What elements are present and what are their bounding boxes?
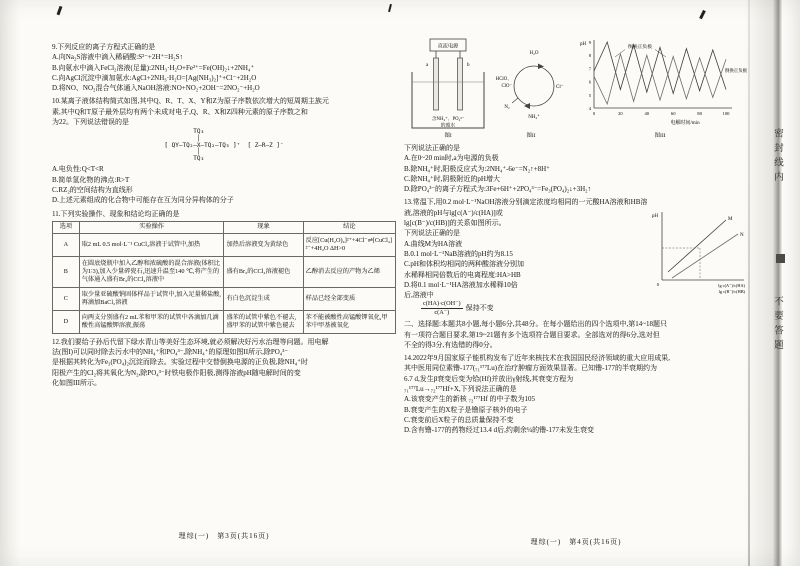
text-line: B.衰变产生的X粒子是镥原子核外的电子: [404, 405, 528, 414]
table-cell: 取2 mL 0.5 mol·L⁻¹ CuCl₂溶液于试管中,加热: [79, 234, 224, 257]
x-tick: 40: [644, 111, 650, 116]
table-row: [53, 288, 396, 311]
registration-mark: [57, 6, 62, 15]
registration-mark: [699, 10, 705, 19]
x-tick: 100: [722, 111, 730, 116]
question-13-body: [404, 208, 748, 301]
margin-mark: [776, 254, 785, 263]
table-cell: 盛苯的试管中紫色不褪去,盛甲苯的试管中紫色褪去: [224, 311, 303, 334]
text-line: 二、选择题:本题共8小题,每小题6分,共48分。在每小题给出的四个选项中,第14~18题只: [404, 320, 667, 329]
text-line: D.将NO、NO₂混合气体通入NaOH溶液:NO+NO₂+2OH⁻=2NO₂⁻+H₂O: [52, 84, 260, 93]
text-line: C.pH和体积均相同的两种酸溶液分别加: [404, 260, 524, 269]
text-line: C.向AgCl沉淀中滴加氨水:AgCl+2NH₃·H₂O=[Ag(NH₃)₂]⁺+Cl⁻+2H₂O: [52, 73, 257, 82]
text-line: A.向Na₂S溶液中滴入稀硝酸:S²⁻+2H⁺=H₂S↑: [52, 53, 183, 62]
cathode-ph-curve: [594, 54, 726, 104]
text-line: 为22。下列说法错误的是: [52, 118, 129, 127]
question-12-options: [404, 143, 748, 194]
figure-3-ph-chart: [570, 36, 748, 140]
text-line: D.上述元素组成的化合物中可能存在互为同分异构体的分子: [52, 196, 234, 205]
question-9: [52, 42, 396, 93]
text-line: 法(图I)可以同时除去污水中的NH₄⁺和PO₄³⁻,除NH₄⁺的原理如图II所示,除PO₄³⁻: [52, 348, 289, 357]
text-line: 化如图III所示。: [52, 379, 101, 388]
text-line: D.含有镥-177的药物经过13.4 d后,约剩余¼的镥-177未发生衰变: [404, 426, 594, 435]
table-cell: 加热后溶液变为黄绿色: [224, 234, 303, 257]
y-tick: 7: [588, 66, 591, 72]
question-13-options: [404, 208, 642, 301]
question-10-stem: [52, 96, 396, 127]
y-tick: 4: [588, 106, 591, 111]
text-line: ₇₁¹⁷⁷Lu→₇₂¹⁷⁷Hf+X,下列说法正确的是: [404, 385, 517, 394]
page-4-footer: 理综(一) 第4页(共16页): [530, 538, 622, 546]
text-line: C.RZ₂的空间结构为直线形: [52, 185, 133, 194]
text-line: B.0.1 mol·L⁻¹NaB溶液的pH约为8.15: [404, 249, 513, 258]
table-row: [53, 311, 396, 334]
figure-row: [404, 36, 748, 140]
electrode-a: [434, 58, 439, 110]
x-tick: 0: [592, 111, 596, 116]
table-header: 实验操作: [79, 221, 224, 233]
section-2-header: [404, 319, 748, 350]
fraction-denominator: c(A⁻): [434, 308, 450, 316]
figure-2-chlorine-cycle: [494, 36, 568, 140]
line-M-label: M: [728, 216, 733, 222]
power-supply-label: 直流电源: [437, 43, 459, 50]
x-tick: 60: [670, 111, 676, 116]
note-leader: [655, 50, 666, 58]
text-line: A.在0~20 min时,a为电源的负极: [404, 154, 499, 163]
cycle-circle: [514, 66, 554, 106]
text-line: 后,溶液中: [404, 291, 434, 300]
origin-label: 0: [656, 281, 659, 287]
table-cell: 乙醇消去反应的产物为乙烯: [303, 257, 395, 288]
question-13-graph: [648, 208, 748, 294]
y-tick: 5: [588, 92, 591, 98]
cl-label: Cl⁻: [556, 85, 564, 90]
question-10-options: [52, 164, 396, 205]
table-header: 选项: [53, 221, 80, 233]
table-row: [53, 257, 396, 288]
text-line: 水稀释相同倍数后的电离程度:HA>HB: [404, 270, 521, 279]
clo-label: ClO⁻: [501, 84, 512, 89]
table-cell: B: [53, 257, 80, 288]
text-line: │: [164, 134, 201, 142]
y-axis-label: pH: [580, 42, 587, 47]
question-11: [52, 209, 396, 334]
line-M: [668, 220, 726, 272]
electrode-b-label: b: [467, 63, 470, 68]
fold-line: [748, 0, 750, 566]
y-tick: 8: [588, 53, 591, 59]
table-cell: 苯不能被酸性高锰酸钾氧化,甲苯中甲基被氧化: [303, 311, 395, 334]
text-line: 阳极产生的Cl₂将其氧化为N₂,除PO₄³⁻时铁电极作阳极,测得溶液pH随电解时间的变: [52, 368, 301, 377]
text-line: lg[c(B⁻)/c(HB)]的关系如图所示。: [404, 219, 506, 228]
table-cell: 盛有Br₂的CCl₄溶液褪色: [224, 257, 303, 288]
text-line: 9.下列反应的离子方程式正确的是: [52, 43, 156, 51]
x-axis-label-1: lg c(A⁻)/c(HA): [718, 282, 745, 288]
margin-seal-text-2: 不要答题: [772, 296, 782, 354]
text-line: D.将0.1 mol·L⁻¹HA溶液加水稀释10倍: [404, 280, 518, 289]
text-line: 6.7 d,发生β衰变后变为铪(Hf)并放出γ射线,其衰变方程为: [404, 374, 574, 383]
text-line: 有一项符合题目要求,第19~21题有多个选项符合题目要求。全部选对的得6分,选对但: [404, 330, 660, 339]
figure-1-electrolysis-cell: [404, 36, 492, 140]
x-tick: 80: [697, 111, 702, 116]
question-12: [52, 337, 396, 388]
line-N-label: N: [740, 232, 744, 238]
text-line: │: [164, 148, 201, 156]
polarity-note: 倒换正负极: [628, 45, 652, 50]
figure-2-caption: 图II: [526, 133, 536, 139]
text-line: D.除PO₄³⁻的离子方程式为:3Fe+6H⁺+2PO₄³⁻=Fe₃(PO₄)₂↓+3H₂↑: [404, 185, 592, 194]
text-line: B.向氨水中滴入FeCl₂溶液(足量):2NH₃·H₂O+Fe²⁺=Fe(OH)₂↓+2NH₄⁺: [52, 63, 255, 72]
text-line: A.电负性:Q<T<R: [52, 165, 104, 174]
fraction: [421, 300, 463, 316]
table-header: 结论: [303, 221, 395, 233]
registration-mark: [388, 4, 392, 12]
text-line: C.衰变前后X粒子的总质量保持不变: [404, 415, 514, 424]
text-line: 13.常温下,用0.2 mol·L⁻¹NaOH溶液分别滴定浓度均相同的一元酸HA溶液和HB溶: [404, 198, 648, 207]
text-line: B.除NH₄⁺时,阳极反应式为:2NH₄⁺-6e⁻=N₂↑+8H⁺: [404, 164, 550, 173]
text-line: 12.我们要给子孙后代留下绿水青山等美好生态环境,就必须解决好污水治理等问题。用电解: [52, 337, 329, 346]
experiment-table-wrap: [52, 221, 396, 334]
text-line: 10.某离子液体结构简式如图,其中Q、R、T、X、Y和Z为原子序数依次增大的短周期主族元: [52, 97, 329, 106]
text-line: TQ₃: [164, 128, 205, 136]
text-line: 素,其中Q和T原子最外层均有两个未成对电子,Q、R、X和Z四种元素的原子序数之和: [52, 107, 308, 116]
table-cell: C: [53, 288, 80, 311]
ammonium-label: NH₄⁺: [528, 115, 540, 120]
text-line: 不全的得3分,有选错的得0分。: [404, 340, 497, 349]
margin-seal-text-1: 密封线内: [772, 128, 782, 186]
text-line: 14.2022年9月国家原子能机构发布了近年来核技术在我国国民经济领域的重大应用成果,: [404, 354, 670, 363]
x-axis-label-2: lg c(B⁻)/c(HB): [718, 288, 745, 294]
table-header: 现象: [224, 221, 303, 233]
table-cell: 反应[Cu(H₂O)₄]²⁺+4Cl⁻⇌[CuCl₄]²⁻+4H₂O ΔH>0: [303, 234, 395, 257]
electrode-a-label: a: [426, 63, 429, 68]
table-cell: 取少量亚硫酸钠固体样品于试管中,加入足量稀盐酸,再滴加BaCl₂溶液: [79, 288, 224, 311]
table-cell: 向两支分别盛有2 mL苯和甲苯的试管中各滴加几滴酸性高锰酸钾溶液,振荡: [79, 311, 224, 334]
question-13: [404, 197, 748, 316]
nitrogen-label: N₂: [504, 105, 510, 110]
fraction-numerator: c(HA)·c(OH⁻): [423, 300, 461, 308]
x-tick: 20: [618, 111, 623, 116]
text-line: 其中医用同位素镥-177(₇₁¹⁷⁷Lu)在治疗肿瘤方面效果显著。已知镥-177的半衰期约为: [404, 364, 657, 373]
text-line: [ QY—TQ₂—X—TQ₂—TQ₃ ]⁺ [ Z—R—Z ]⁻: [164, 141, 284, 149]
y-tick: 9: [588, 40, 591, 45]
solution-label: 含NH₄⁺、PO₄³⁻: [431, 117, 465, 122]
fraction-expression: [418, 300, 748, 316]
question-13-stem: [404, 197, 748, 207]
table-cell: 样品已经全部变质: [303, 288, 395, 311]
anode-ph-curve: [594, 42, 726, 94]
table-row: [53, 234, 396, 257]
hclo-label: HClO、: [495, 77, 512, 82]
question-14: [404, 353, 748, 435]
ionic-liquid-structure: [164, 129, 283, 162]
y-tick: 6: [588, 79, 591, 85]
figure-3-caption: 图III: [654, 133, 666, 139]
page-4: [404, 36, 748, 439]
table-cell: 有白色沉淀生成: [224, 288, 303, 311]
arrow-to-n2: [512, 98, 518, 103]
table-cell: D: [53, 311, 80, 334]
text-line: TQ₃: [164, 154, 205, 162]
text-line: 下列说法正确的是: [404, 229, 460, 238]
text-line: 是根据其转化为Fe₃(PO₄)₂沉淀而除去。实验过程中交替倒换电源的正负极,除NH₄⁺时: [52, 358, 308, 367]
water-label: H₂O: [529, 51, 539, 56]
x-axis-label: 电解时间/min: [670, 121, 700, 126]
y-axis-label: pH: [652, 213, 659, 219]
table-cell: A: [53, 234, 80, 257]
text-line: A.曲线M为HA溶液: [404, 239, 463, 248]
text-line: A.该衰变产生的新核 ₇₂¹⁷⁷Hf 的中子数为105: [404, 395, 536, 404]
page-3: [52, 42, 396, 391]
experiment-table: [52, 221, 396, 334]
table-cell: 在圆底烧瓶中加入乙醇和浓硫酸的混合溶液(体积比为1∶3),加入少量碎瓷石,迅速升温至140 ℃,将产生的气体通入盛有Br₂的CCl₄溶液中: [79, 257, 224, 288]
page-3-footer: 理综(一) 第3页(共16页): [178, 532, 270, 540]
line-N: [672, 234, 738, 278]
text-line: 液,溶液的pH与lg[c(A⁻)/c(HA)]或: [404, 208, 503, 217]
text-line: C.除NH₄⁺时,阴极附近的pH增大: [404, 174, 500, 183]
solution-label-2: 的废水: [440, 123, 456, 129]
polarity-note-2: 倒换正负极: [725, 68, 747, 73]
table-header-row: [53, 221, 396, 233]
question-10: [52, 96, 396, 205]
text-line: 下列说法正确的是: [404, 144, 460, 152]
electrode-b: [458, 58, 463, 110]
question-11-stem: 11.下列实验操作、现象和结论均正确的是: [52, 209, 180, 218]
fraction-suffix: 保持不变: [465, 304, 494, 313]
text-line: B.简单氢化物的沸点:R>T: [52, 175, 130, 184]
figure-1-caption: 图I: [444, 133, 452, 139]
